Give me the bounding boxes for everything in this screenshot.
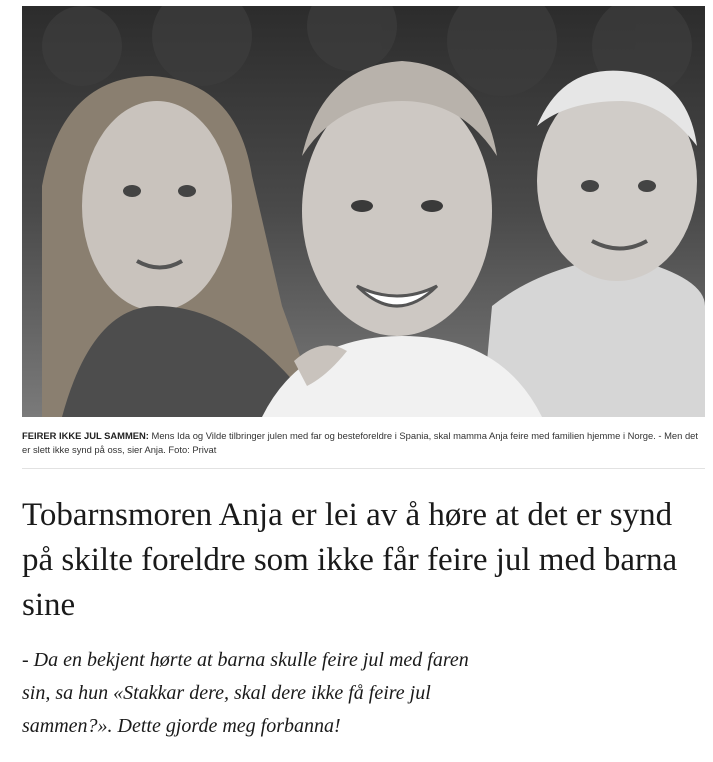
caption-lead: FEIRER IKKE JUL SAMMEN: xyxy=(22,430,149,441)
article-headline[interactable]: Tobarnsmoren Anja er lei av å høre at det er synd på skilte foreldre som ikke får feire jul med barna sine xyxy=(22,497,678,623)
photo-illustration xyxy=(22,6,705,417)
photo-caption xyxy=(22,429,705,457)
caption-text: Mens Ida og Vilde tilbringer julen med far og besteforeldre i Spania, skal mamma Anja feire med familien hjemme i Norge. - Men det er slett ikke synd på oss, sier Anja. Foto: Privat xyxy=(22,430,698,455)
article-lede: - Da en bekjent hørte at barna skulle feire jul med faren sin, sa hun «Stakkar dere, skal dere ikke få feire jul sammen?». Dette gjorde meg forbanna! xyxy=(22,649,469,737)
article-photo xyxy=(22,6,705,417)
divider xyxy=(22,468,705,469)
